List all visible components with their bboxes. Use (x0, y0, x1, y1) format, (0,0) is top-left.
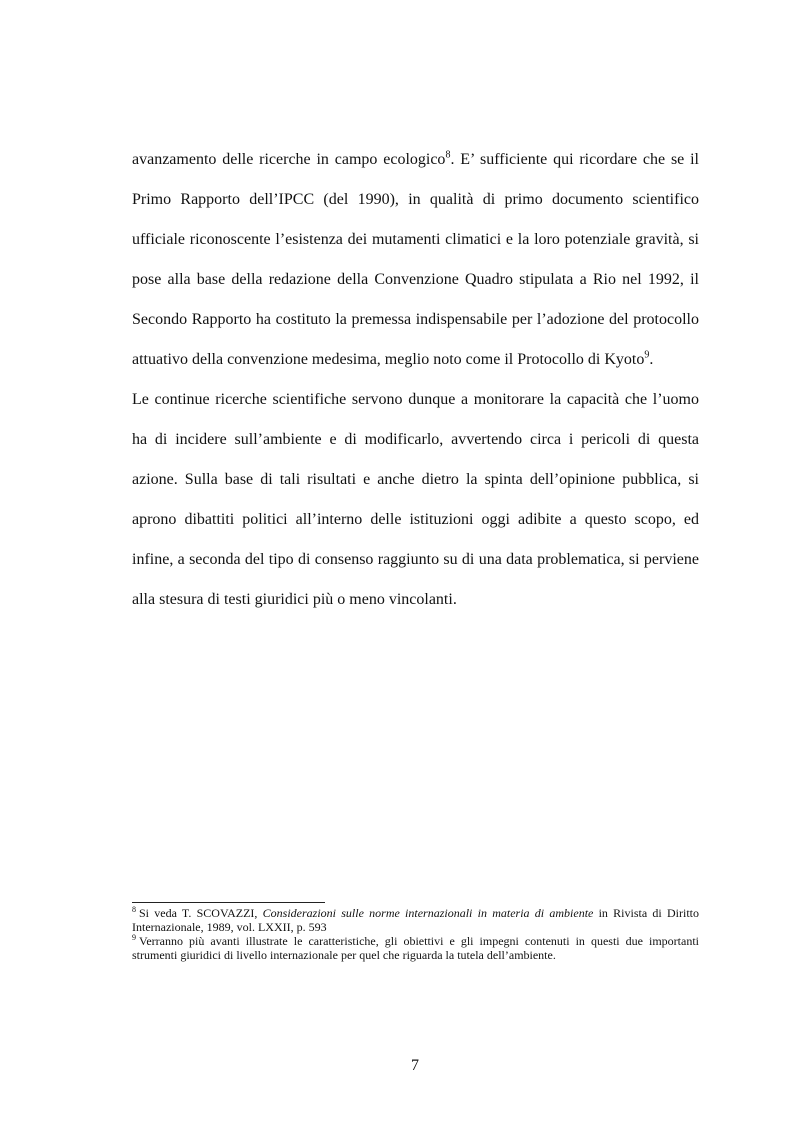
footnote-9-text: Verranno più avanti illustrate le caratteristiche, gli obiettivi e gli impegni contenuti in questi due importanti strumenti giuridici di livello internazionale per quel che riguarda la tutela dell’ambiente. (132, 934, 699, 962)
paragraph-1-text-a: avanzamento delle ricerche in campo ecologico (132, 151, 446, 168)
footnote-ref-8[interactable]: 8 (445, 149, 451, 161)
paragraph-1 (132, 140, 699, 380)
footnote-8-title: Considerazioni sulle norme internazionali in materia di ambiente (262, 906, 594, 920)
footnote-separator (132, 902, 325, 903)
paragraph-1-text-b: . E’ sufficiente qui ricordare che se il Primo Rapporto dell’IPCC (del 1990), in qualità di primo documento scientifico ufficiale riconoscente l’esistenza dei mutamenti climatici e la loro potenziale gravità, si pose alla base della redazione della Convenzione Quadro stipulata a Rio nel 1992, il Secondo Rapporto ha costituto la premessa indispensabile per l’adozione del protocollo attuativo della convenzione medesima, meglio noto come il Protocollo di Kyoto (132, 151, 699, 368)
footnote-9 (132, 934, 699, 962)
footnote-9-number: 9 (132, 933, 136, 942)
footnotes (132, 906, 699, 962)
footnote-8-number: 8 (132, 905, 136, 914)
body-text (132, 140, 699, 620)
paragraph-2: Le continue ricerche scientifiche servono dunque a monitorare la capacità che l’uomo ha di incidere sull’ambiente e di modificarlo, avvertendo circa i pericoli di questa azione. Sulla base di tali risultati e anche dietro la spinta dell’opinione pubblica, si aprono dibattiti politici all’interno delle istituzioni oggi adibite a questo scopo, ed infine, a seconda del tipo di consenso raggiunto su di una data problematica, si perviene alla stesura di testi giuridici più o meno vincolanti. (132, 391, 699, 608)
paragraph-1-text-c: . (649, 351, 654, 368)
footnote-8 (132, 906, 699, 934)
footnote-ref-9[interactable]: 9 (644, 349, 650, 361)
footnote-8-text-a: Si veda T. SCOVAZZI, (139, 906, 263, 920)
page-number: 7 (411, 1057, 419, 1074)
footnote-8-text-b: in Rivista di Diritto Internazionale, 1989, vol. LXXII, p. 593 (132, 906, 700, 934)
